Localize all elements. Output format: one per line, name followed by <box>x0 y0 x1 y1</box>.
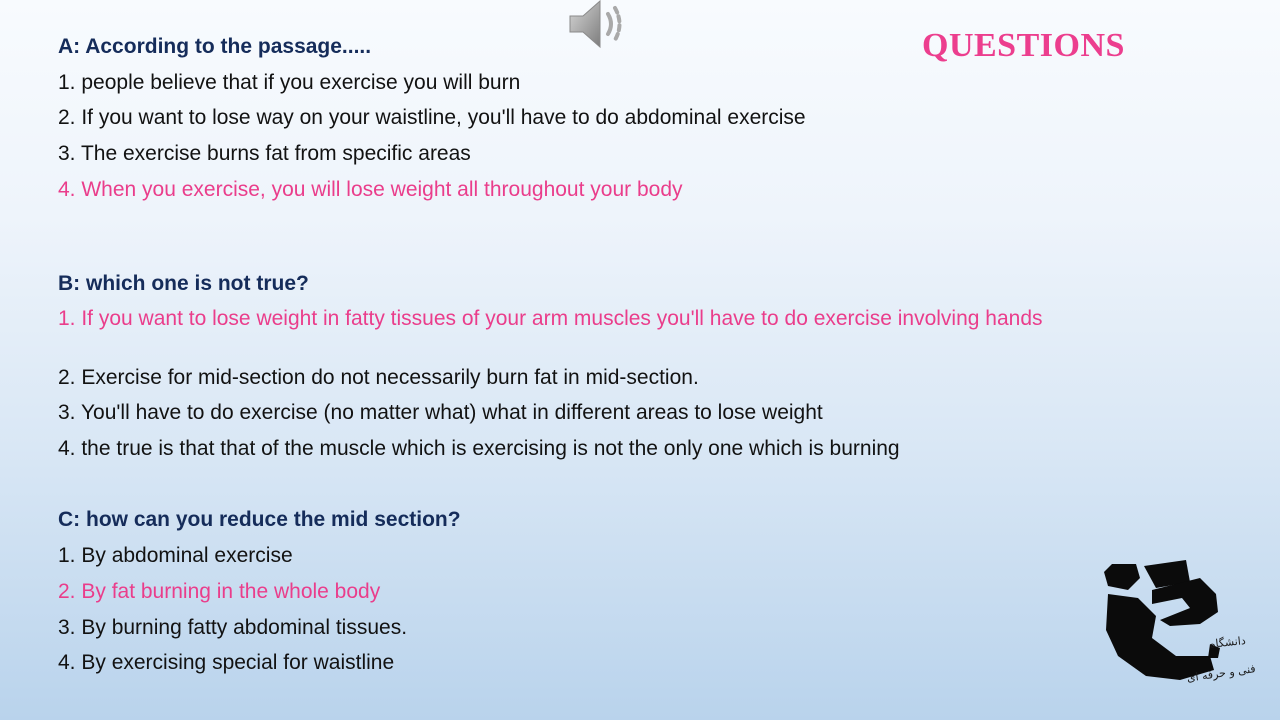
logo-text-line-2: فنی و حرفه ای <box>1186 662 1257 685</box>
logo-text-line-1: دانشگاه <box>1209 634 1247 651</box>
question-b-answer-option-1: 1. If you want to lose weight in fatty tissues of your arm muscles you'll have to do exercise involving hands <box>58 307 1043 330</box>
question-a-heading: A: According to the passage..... <box>58 35 372 58</box>
question-b-heading: B: which one is not true? <box>58 272 309 295</box>
question-c-option-3: 3. By burning fatty abdominal tissues. <box>58 616 408 639</box>
question-b-option-3: 3. You'll have to do exercise (no matter what) what in different areas to lose weight <box>58 401 823 424</box>
question-c-option-4: 4. By exercising special for waistline <box>58 651 395 674</box>
question-a-option-3: 3. The exercise burns fat from specific areas <box>58 142 471 165</box>
question-a-option-2: 2. If you want to lose way on your waistline, you'll have to do abdominal exercise <box>58 106 806 129</box>
speaker-icon[interactable] <box>566 0 632 52</box>
question-a-answer-option-4: 4. When you exercise, you will lose weight all throughout your body <box>58 178 683 201</box>
question-c-option-1: 1. By abdominal exercise <box>58 544 293 567</box>
question-a-option-1: 1. people believe that if you exercise you will burn <box>58 71 521 94</box>
question-c-heading: C: how can you reduce the mid section? <box>58 508 461 531</box>
slide-title: QUESTIONS <box>922 27 1125 64</box>
question-b-option-2: 2. Exercise for mid-section do not necessarily burn fat in mid-section. <box>58 366 699 389</box>
question-b-option-4: 4. the true is that that of the muscle which is exercising is not the only one which is burning <box>58 437 900 460</box>
university-logo <box>1098 560 1258 690</box>
question-c-answer-option-2: 2. By fat burning in the whole body <box>58 580 381 603</box>
